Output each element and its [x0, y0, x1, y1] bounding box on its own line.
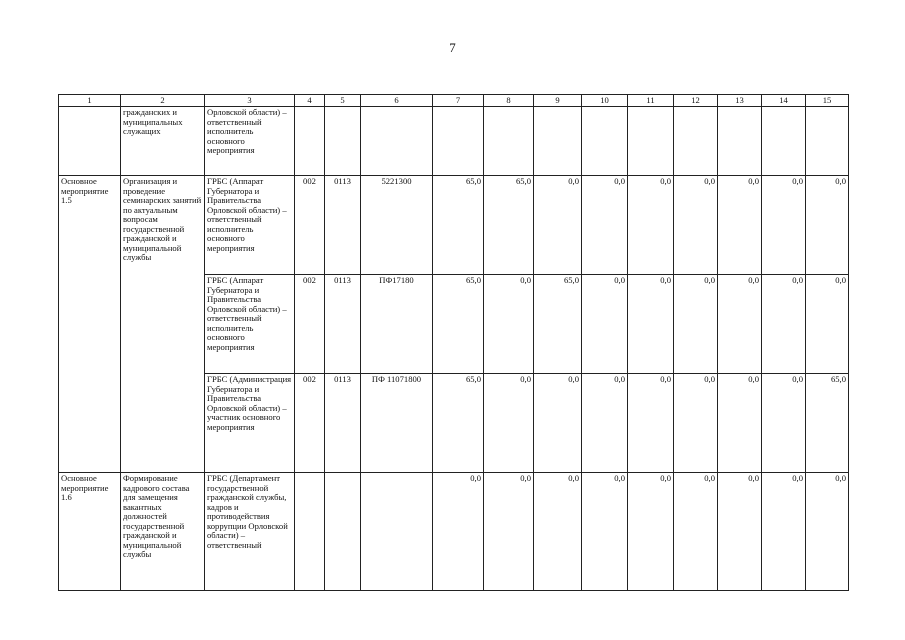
value-cell	[534, 107, 582, 176]
value-cell: 0113	[325, 374, 361, 473]
value-cell: 0,0	[762, 473, 806, 591]
value-cell	[674, 107, 718, 176]
measure-title-cell: Организация и проведение семинарских занятий по актуальным вопросам государственной гражданской и муниципальной службы	[121, 176, 205, 473]
value-cell	[433, 107, 484, 176]
value-cell: 0,0	[582, 275, 628, 374]
measure-cell	[59, 107, 121, 176]
value-cell: ПФ17180	[361, 275, 433, 374]
value-cell	[718, 107, 762, 176]
value-cell: 0,0	[582, 176, 628, 275]
column-header: 2	[121, 95, 205, 107]
value-cell	[762, 107, 806, 176]
column-header: 4	[295, 95, 325, 107]
value-cell: 002	[295, 176, 325, 275]
column-header: 3	[205, 95, 295, 107]
column-header: 9	[534, 95, 582, 107]
value-cell: 0,0	[718, 473, 762, 591]
value-cell	[325, 107, 361, 176]
value-cell: 0,0	[628, 374, 674, 473]
value-cell: 0,0	[534, 176, 582, 275]
executor-cell: Орловской области) – ответственный исполнитель основного мероприятия	[205, 107, 295, 176]
table-row	[59, 176, 849, 275]
value-cell: 0,0	[762, 275, 806, 374]
value-cell	[295, 107, 325, 176]
table-row	[59, 473, 849, 591]
column-header: 5	[325, 95, 361, 107]
value-cell	[484, 107, 534, 176]
measure-cell: Основное мероприятие 1.6	[59, 473, 121, 591]
column-header: 8	[484, 95, 534, 107]
value-cell	[295, 473, 325, 591]
value-cell	[325, 473, 361, 591]
column-header: 7	[433, 95, 484, 107]
value-cell: 0,0	[534, 374, 582, 473]
executor-cell: ГРБС (Аппарат Губернатора и Правительства Орловской области) – ответственный исполнитель основного мероприятия	[205, 275, 295, 374]
value-cell: 0,0	[718, 374, 762, 473]
value-cell: 0,0	[674, 473, 718, 591]
value-cell: 0113	[325, 176, 361, 275]
value-cell: 0,0	[806, 176, 849, 275]
budget-table	[58, 94, 849, 591]
column-header: 10	[582, 95, 628, 107]
value-cell: 0,0	[674, 176, 718, 275]
value-cell: 0,0	[582, 473, 628, 591]
value-cell: ПФ 11071800	[361, 374, 433, 473]
value-cell	[361, 473, 433, 591]
table-header-row	[59, 95, 849, 107]
measure-cell: Основное мероприятие 1.5	[59, 176, 121, 473]
value-cell: 002	[295, 275, 325, 374]
value-cell: 65,0	[433, 374, 484, 473]
column-header: 13	[718, 95, 762, 107]
executor-cell: ГРБС (Аппарат Губернатора и Правительства Орловской области) – ответственный исполнитель основного мероприятия	[205, 176, 295, 275]
column-header: 6	[361, 95, 433, 107]
executor-cell: ГРБС (Администрация Губернатора и Правительства Орловской области) – участник основного мероприятия	[205, 374, 295, 473]
value-cell: 65,0	[534, 275, 582, 374]
column-header: 15	[806, 95, 849, 107]
value-cell: 0,0	[484, 374, 534, 473]
value-cell: 0,0	[762, 374, 806, 473]
measure-title-cell: гражданских и муниципальных служащих	[121, 107, 205, 176]
value-cell: 0,0	[534, 473, 582, 591]
executor-cell: ГРБС (Департамент государственной гражданской службы, кадров и противодействия коррупции Орловской области) – ответственный	[205, 473, 295, 591]
value-cell	[582, 107, 628, 176]
column-header: 12	[674, 95, 718, 107]
column-header: 11	[628, 95, 674, 107]
measure-title-cell: Формирование кадрового состава для замещения вакантных должностей государственной гражданской и муниципальной службы	[121, 473, 205, 591]
value-cell: 0113	[325, 275, 361, 374]
value-cell: 0,0	[806, 275, 849, 374]
value-cell: 0,0	[484, 275, 534, 374]
value-cell: 0,0	[484, 473, 534, 591]
value-cell: 0,0	[628, 275, 674, 374]
value-cell: 0,0	[762, 176, 806, 275]
value-cell: 0,0	[433, 473, 484, 591]
value-cell: 0,0	[628, 176, 674, 275]
table-row	[59, 107, 849, 176]
value-cell: 002	[295, 374, 325, 473]
value-cell: 0,0	[806, 473, 849, 591]
column-header: 1	[59, 95, 121, 107]
value-cell	[806, 107, 849, 176]
value-cell: 0,0	[718, 176, 762, 275]
value-cell: 0,0	[674, 374, 718, 473]
value-cell: 65,0	[484, 176, 534, 275]
value-cell: 5221300	[361, 176, 433, 275]
value-cell: 0,0	[582, 374, 628, 473]
value-cell: 0,0	[674, 275, 718, 374]
page-number: 7	[449, 40, 456, 55]
value-cell	[361, 107, 433, 176]
value-cell: 65,0	[433, 176, 484, 275]
column-header: 14	[762, 95, 806, 107]
value-cell: 65,0	[806, 374, 849, 473]
value-cell: 0,0	[718, 275, 762, 374]
value-cell: 0,0	[628, 473, 674, 591]
value-cell: 65,0	[433, 275, 484, 374]
value-cell	[628, 107, 674, 176]
